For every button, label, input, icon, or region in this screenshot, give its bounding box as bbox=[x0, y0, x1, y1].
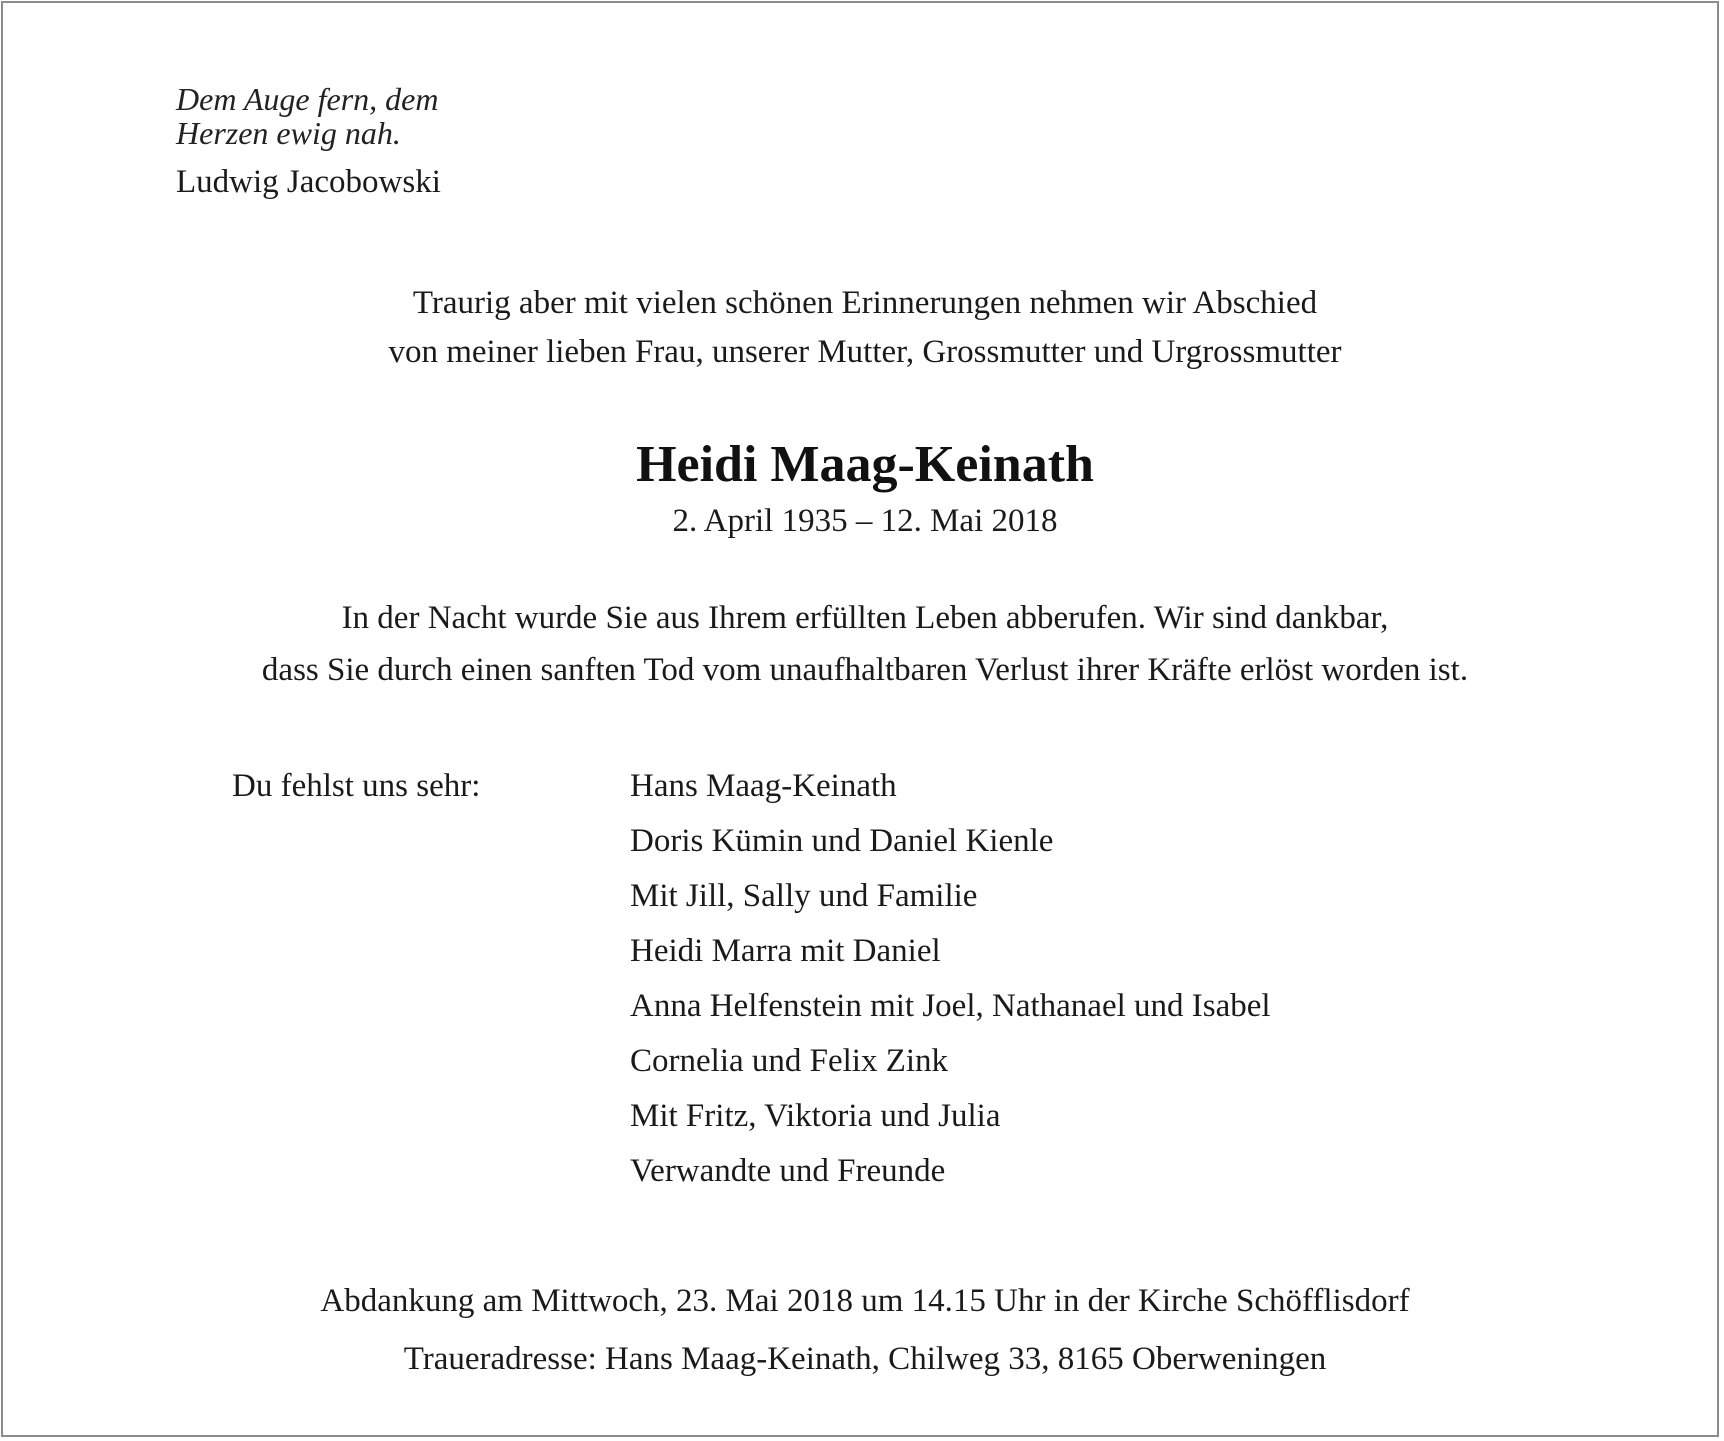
motto-line: Dem Auge fern, dem bbox=[176, 81, 439, 117]
ceremony-details: Abdankung am Mittwoch, 23. Mai 2018 um 14.15 Uhr in der Kirche Schöfflisdorf bbox=[320, 1283, 1410, 1319]
mourner-name: Cornelia und Felix Zink bbox=[630, 1043, 949, 1079]
mourner-name: Doris Kümin und Daniel Kienle bbox=[630, 823, 1054, 859]
service-info bbox=[3, 1272, 1724, 1388]
mourning-address: Traueradresse: Hans Maag-Keinath, Chilweg 33, 8165 Oberweningen bbox=[403, 1341, 1327, 1377]
mourner-name: Hans Maag-Keinath bbox=[630, 768, 897, 804]
intro-text bbox=[3, 279, 1724, 377]
obituary-frame bbox=[1, 1, 1719, 1437]
intro-line: Traurig aber mit vielen schönen Erinnerungen nehmen wir Abschied bbox=[412, 285, 1318, 321]
mourner-name: Verwandte und Freunde bbox=[630, 1153, 946, 1189]
motto-quote bbox=[176, 82, 438, 150]
mourner-name: Heidi Marra mit Daniel bbox=[630, 933, 941, 969]
farewell-message bbox=[3, 592, 1724, 696]
mourners-list bbox=[630, 766, 1271, 1206]
motto-author: Ludwig Jacobowski bbox=[176, 164, 441, 200]
deceased-name: Heidi Maag-Keinath bbox=[636, 436, 1094, 493]
mourner-name: Mit Fritz, Viktoria und Julia bbox=[630, 1098, 1001, 1134]
intro-line: von meiner lieben Frau, unserer Mutter, Grossmutter und Urgrossmutter bbox=[388, 334, 1342, 370]
motto-line: Herzen ewig nah. bbox=[176, 115, 401, 151]
message-line: dass Sie durch einen sanften Tod vom unaufhaltbaren Verlust ihrer Kräfte erlöst worden ist. bbox=[261, 652, 1469, 688]
mourners-label: Du fehlst uns sehr: bbox=[232, 768, 481, 804]
mourner-name: Mit Jill, Sally und Familie bbox=[630, 878, 978, 914]
mourner-name: Anna Helfenstein mit Joel, Nathanael und Isabel bbox=[630, 988, 1271, 1024]
life-dates: 2. April 1935 – 12. Mai 2018 bbox=[672, 503, 1058, 539]
message-line: In der Nacht wurde Sie aus Ihrem erfüllten Leben abberufen. Wir sind dankbar, bbox=[341, 600, 1389, 636]
